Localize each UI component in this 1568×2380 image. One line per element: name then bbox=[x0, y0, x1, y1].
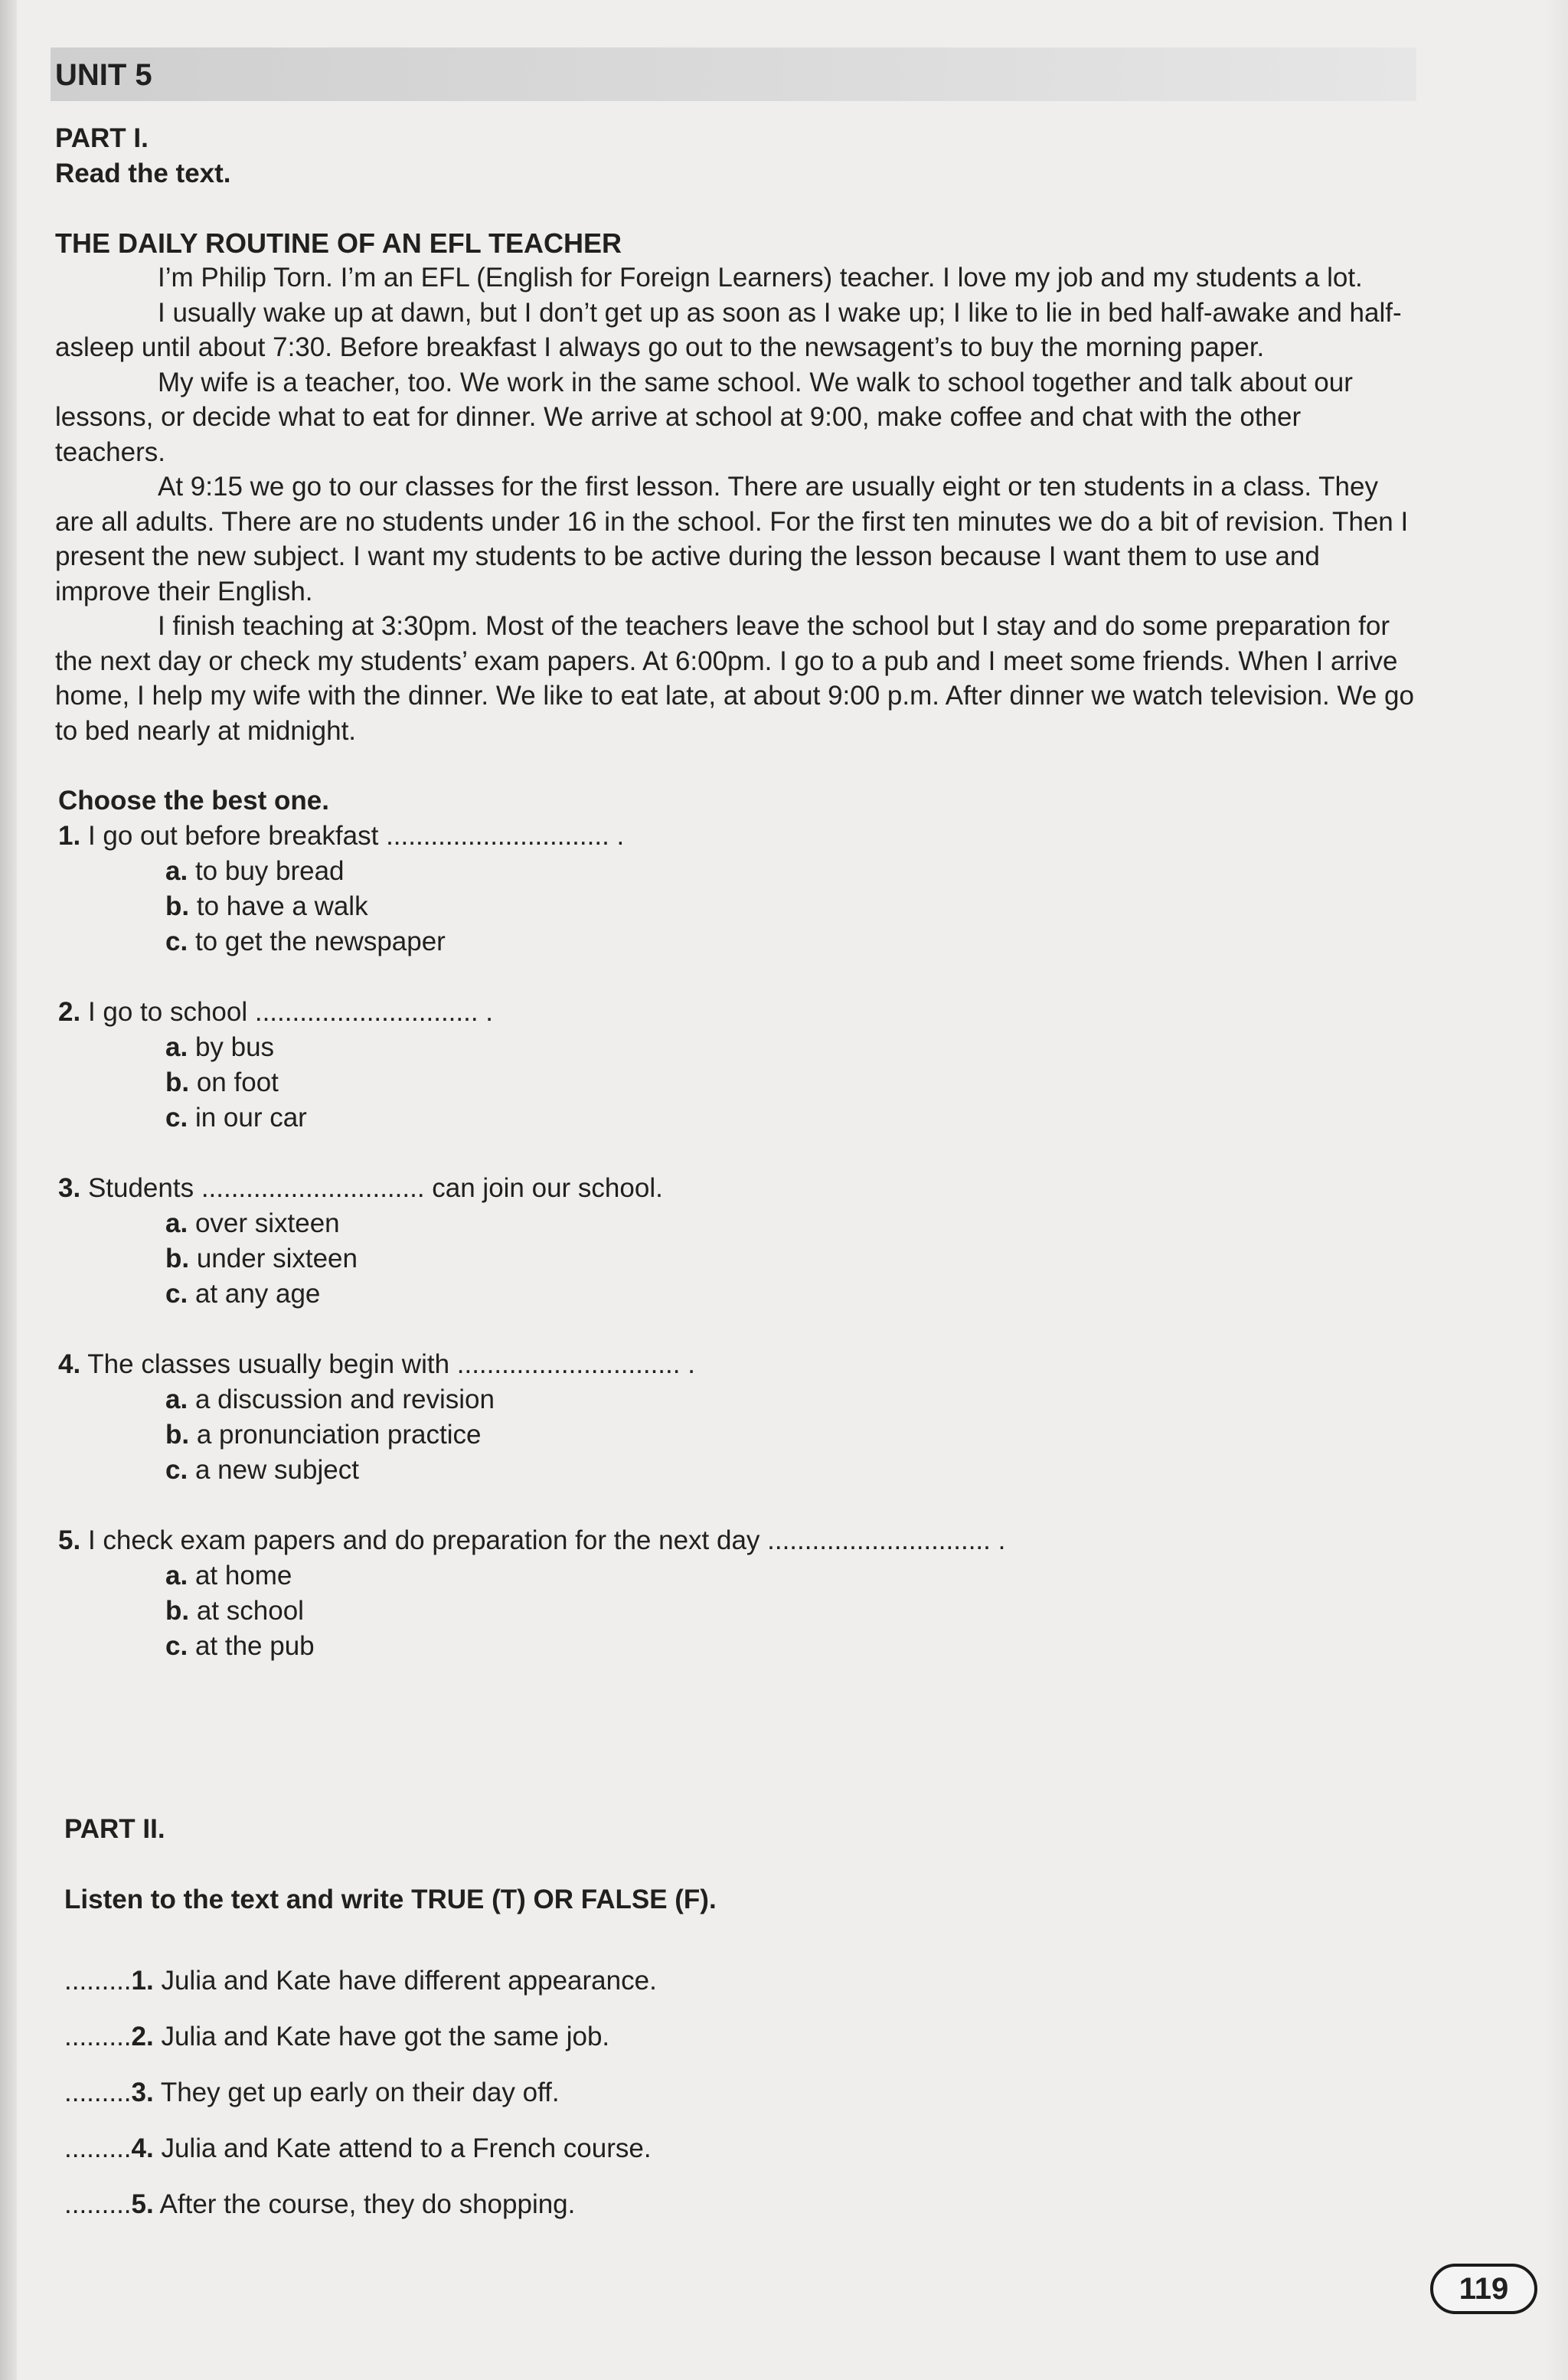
unit-header-bar bbox=[51, 47, 1416, 101]
question-item bbox=[58, 1523, 1418, 1664]
option-text: at school bbox=[196, 1596, 304, 1626]
question-number: 3. bbox=[58, 1173, 81, 1203]
question-stem bbox=[58, 1171, 1418, 1206]
question-stem bbox=[58, 1523, 1418, 1558]
part1-instruction: Read the text. bbox=[55, 159, 231, 188]
question-text: The classes usually begin with .............................. . bbox=[87, 1349, 695, 1379]
option-text: at home bbox=[194, 1561, 292, 1590]
question-item bbox=[58, 1171, 1418, 1312]
statement-number: 4. bbox=[131, 2133, 154, 2163]
question-item bbox=[58, 819, 1418, 960]
option-item[interactable] bbox=[165, 1453, 1418, 1488]
option-item[interactable] bbox=[165, 1100, 1418, 1136]
option-text: at the pub bbox=[194, 1631, 315, 1661]
part1-section bbox=[55, 121, 1418, 1699]
question-text: I check exam papers and do preparation for the next day .............................. . bbox=[87, 1525, 1006, 1555]
option-letter: a. bbox=[165, 1208, 188, 1238]
option-item[interactable] bbox=[165, 1206, 1418, 1241]
option-list bbox=[58, 1558, 1418, 1664]
statement-text: Julia and Kate have different appearance. bbox=[161, 1966, 657, 1996]
true-false-item bbox=[64, 1953, 1366, 2009]
reading-paragraph: My wife is a teacher, too. We work in the same school. We walk to school together and talk about our lessons, or decide what to eat for dinner. We arrive at school at 9:00, make coffee and chat with the other teachers. bbox=[55, 367, 1353, 467]
option-letter: c. bbox=[165, 1103, 188, 1133]
option-item[interactable] bbox=[165, 1558, 1418, 1594]
reading-title: THE DAILY ROUTINE OF AN EFL TEACHER bbox=[55, 227, 622, 259]
option-letter: a. bbox=[165, 1561, 188, 1590]
true-false-item bbox=[64, 2065, 1366, 2120]
option-item[interactable] bbox=[165, 1629, 1418, 1664]
exercise-instruction: Choose the best one. bbox=[58, 786, 329, 816]
option-text: to buy bread bbox=[194, 856, 345, 886]
option-letter: b. bbox=[165, 1067, 190, 1097]
statement-text: Julia and Kate attend to a French course. bbox=[161, 2133, 652, 2163]
statement-text: Julia and Kate have got the same job. bbox=[161, 2022, 610, 2051]
question-number: 1. bbox=[58, 821, 81, 851]
question-stem bbox=[58, 1347, 1418, 1382]
option-item[interactable] bbox=[165, 1030, 1418, 1065]
option-item[interactable] bbox=[165, 889, 1418, 924]
option-item[interactable] bbox=[165, 1417, 1418, 1453]
question-number: 2. bbox=[58, 997, 81, 1027]
option-letter: b. bbox=[165, 891, 190, 921]
page-number: 119 bbox=[1459, 2271, 1509, 2306]
true-false-item bbox=[64, 2009, 1366, 2065]
option-letter: a. bbox=[165, 1385, 188, 1414]
page-right-edge bbox=[1545, 0, 1568, 2380]
reading-paragraph: I’m Philip Torn. I’m an EFL (English for Foreign Learners) teacher. I love my job and my students a lot. bbox=[158, 263, 1363, 293]
part2-instruction: Listen to the text and write TRUE (T) OR FALSE (F). bbox=[64, 1885, 717, 1914]
part1-label: PART I. bbox=[55, 123, 149, 153]
answer-blank[interactable]: ......... bbox=[64, 2133, 132, 2163]
answer-blank[interactable]: ......... bbox=[64, 1966, 132, 1996]
answer-blank[interactable]: ......... bbox=[64, 2078, 132, 2107]
page-number-badge bbox=[1430, 2264, 1537, 2314]
option-text: by bus bbox=[194, 1032, 275, 1062]
reading-text bbox=[55, 260, 1418, 748]
option-letter: a. bbox=[165, 1032, 188, 1062]
reading-paragraph: I usually wake up at dawn, but I don’t get up as soon as I wake up; I like to lie in bed half-awake and half-asleep until about 7:30. Before breakfast I always go out to the newsagent’s to buy the morning paper. bbox=[55, 297, 1402, 362]
question-text: Students .............................. can join our school. bbox=[87, 1173, 663, 1203]
option-list bbox=[58, 1206, 1418, 1312]
option-list bbox=[58, 1382, 1418, 1488]
question-stem bbox=[58, 819, 1418, 854]
option-letter: c. bbox=[165, 927, 188, 956]
question-item bbox=[58, 995, 1418, 1136]
option-text: under sixteen bbox=[196, 1244, 358, 1273]
statement-text: After the course, they do shopping. bbox=[159, 2189, 576, 2219]
question-number: 4. bbox=[58, 1349, 81, 1379]
answer-blank[interactable]: ......... bbox=[64, 2022, 132, 2051]
answer-blank[interactable]: ......... bbox=[64, 2189, 132, 2219]
option-text: a new subject bbox=[194, 1455, 359, 1485]
statement-number: 2. bbox=[131, 2022, 154, 2051]
statement-text: They get up early on their day off. bbox=[160, 2078, 560, 2107]
option-item[interactable] bbox=[165, 1241, 1418, 1277]
option-text: over sixteen bbox=[194, 1208, 340, 1238]
reading-paragraph: At 9:15 we go to our classes for the first lesson. There are usually eight or ten students in a class. They are all adults. There are no students under 16 in the school. For the first ten minutes we do a bit of revision. Then I present the new subject. I want my students to be active during the lesson because I want them to use and improve their English. bbox=[55, 472, 1409, 606]
reading-paragraph: I finish teaching at 3:30pm. Most of the teachers leave the school but I stay and do some preparation for the next day or check my students’ exam papers. At 6:00pm. I go to a pub and I meet some friends. When I arrive home, I help my wife with the dinner. We like to eat late, at about 9:00 p.m. After dinner we watch television. We go to bed nearly at midnight. bbox=[55, 611, 1414, 746]
question-number: 5. bbox=[58, 1525, 81, 1555]
question-text: I go out before breakfast .............................. . bbox=[87, 821, 625, 851]
option-text: a pronunciation practice bbox=[196, 1420, 482, 1450]
option-letter: b. bbox=[165, 1244, 190, 1273]
statement-number: 5. bbox=[131, 2189, 154, 2219]
option-letter: a. bbox=[165, 856, 188, 886]
option-text: a discussion and revision bbox=[194, 1385, 495, 1414]
option-item[interactable] bbox=[165, 1594, 1418, 1629]
part2-label: PART II. bbox=[64, 1814, 165, 1844]
question-stem bbox=[58, 995, 1418, 1030]
option-list bbox=[58, 1030, 1418, 1136]
statement-number: 3. bbox=[131, 2078, 154, 2107]
question-text: I go to school .............................. . bbox=[87, 997, 494, 1027]
question-item bbox=[58, 1347, 1418, 1488]
option-item[interactable] bbox=[165, 924, 1418, 960]
true-false-item bbox=[64, 2176, 1366, 2232]
option-text: to get the newspaper bbox=[194, 927, 446, 956]
option-list bbox=[58, 854, 1418, 960]
option-text: on foot bbox=[196, 1067, 279, 1097]
option-item[interactable] bbox=[165, 854, 1418, 889]
option-letter: b. bbox=[165, 1420, 190, 1450]
option-letter: c. bbox=[165, 1631, 188, 1661]
option-item[interactable] bbox=[165, 1382, 1418, 1417]
option-letter: c. bbox=[165, 1279, 188, 1309]
option-item[interactable] bbox=[165, 1277, 1418, 1312]
option-text: to have a walk bbox=[196, 891, 368, 921]
true-false-list bbox=[64, 1953, 1366, 2232]
option-item[interactable] bbox=[165, 1065, 1418, 1100]
option-letter: c. bbox=[165, 1455, 188, 1485]
option-letter: b. bbox=[165, 1596, 190, 1626]
option-text: at any age bbox=[194, 1279, 321, 1309]
unit-title: UNIT 5 bbox=[55, 58, 152, 92]
part2-section bbox=[64, 1812, 1366, 2232]
true-false-item bbox=[64, 2120, 1366, 2176]
statement-number: 1. bbox=[131, 1966, 154, 1996]
option-text: in our car bbox=[194, 1103, 307, 1133]
page-binding-edge bbox=[0, 0, 17, 2380]
